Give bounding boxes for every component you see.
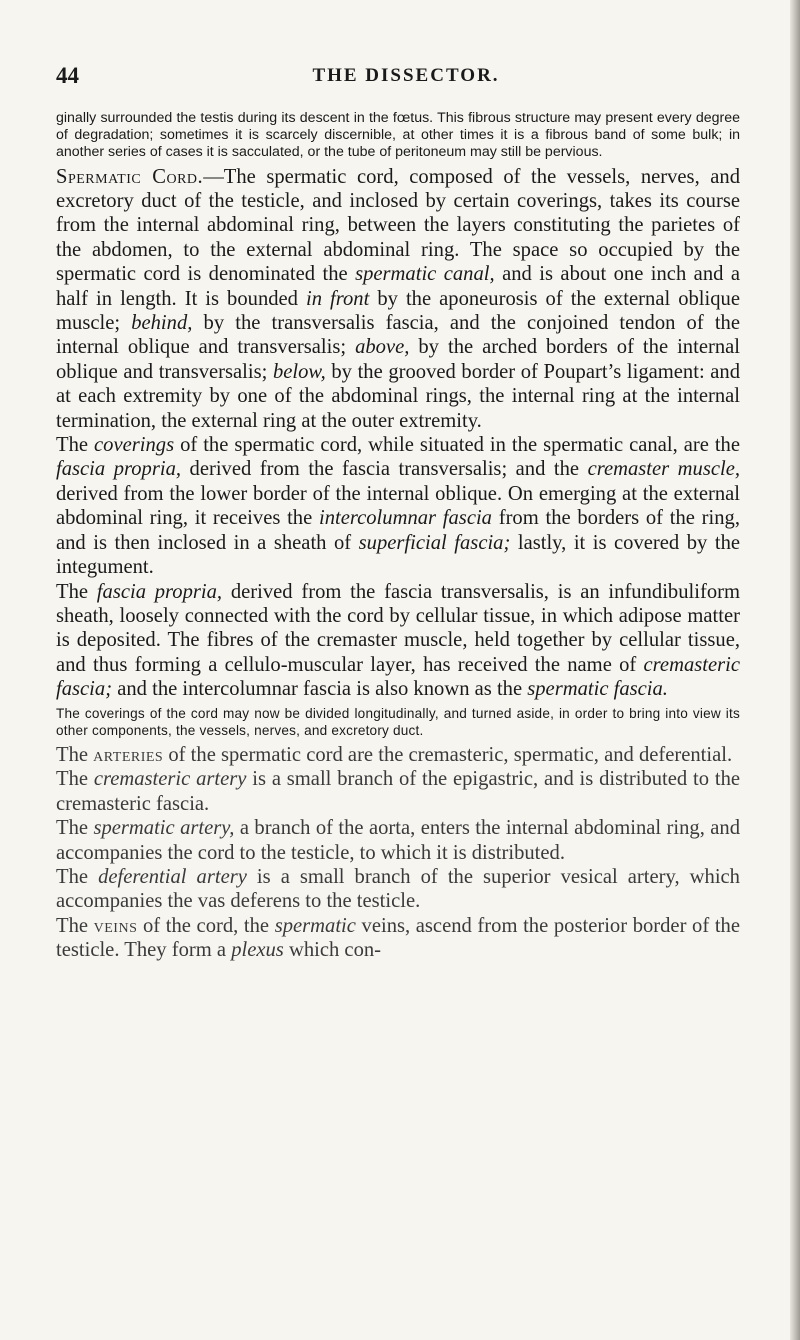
italic-term: in front — [306, 287, 370, 310]
small-caps-term: arteries — [93, 743, 164, 766]
italic-term: spermatic fascia. — [527, 678, 668, 701]
page-number: 44 — [56, 63, 79, 88]
paragraph-spermatic-cord — [56, 165, 740, 433]
text-run: The — [56, 434, 95, 457]
text-run: by the aponeurosis of the external oblique muscle; — [56, 287, 740, 335]
text-run: lastly, it is covered by the integument. — [56, 531, 741, 579]
section-heading-spermatic-cord: Spermatic Cord. — [56, 165, 204, 188]
text-run: The — [56, 914, 94, 937]
page-header — [56, 63, 756, 89]
text-run: —The spermatic cord, composed of the vessels, nerves, and excretory duct of the testicle, and inclosed by certain coverings, takes its course from the internal abdominal ring, between the layers constituting the parietes of the abdomen, to the external abdominal ring. The space so occupied by the spermatic cord is denominated the — [56, 165, 741, 286]
italic-term: behind, — [131, 312, 193, 335]
text-run: The — [56, 743, 94, 766]
paragraph-coverings — [56, 433, 740, 579]
text-run: of the spermatic cord are the cremasteric, spermatic, and deferential. — [163, 743, 733, 766]
italic-term: fascia propria, — [56, 458, 182, 481]
text-run: derived from the fascia transversalis; and the — [181, 458, 588, 481]
italic-term: deferential artery — [98, 865, 247, 888]
text-run: is a small branch of the epigastric, and is distributed to the cremasteric fascia. — [56, 768, 741, 815]
italic-term: superficial fascia; — [358, 531, 511, 554]
text-run: by the arched borders of the internal oblique and transversalis; — [56, 336, 740, 383]
paragraph-dissection-note: The coverings of the cord may now be divided longitudinally, and turned aside, in order to bring into view its other components, the vessels, nerves, and excretory duct. — [56, 705, 740, 738]
italic-term: spermatic artery, — [93, 817, 235, 840]
paragraph-fascia-propria — [56, 580, 740, 702]
text-run: derived from the lower border of the internal oblique. On emerging at the external abdominal ring, it receives the — [56, 482, 740, 530]
paragraph-arteries — [56, 743, 740, 767]
italic-term: cremasteric fascia; — [56, 653, 740, 701]
text-run: The — [56, 768, 94, 791]
italic-term: cremaster muscle, — [587, 458, 741, 481]
text-run: The — [56, 580, 97, 603]
italic-term: above, — [355, 336, 410, 359]
text-run: by the grooved border of Poupart’s ligament: and at each extremity by one of the abdominal rings, the internal ring at the internal termination, the external ring at the outer extremity. — [56, 360, 740, 432]
text-run: The — [56, 817, 94, 840]
text-run: from the borders of the ring, and is then inclosed in a sheath of — [56, 507, 740, 554]
paragraph-veins — [56, 914, 740, 963]
paragraph-cremasteric-artery — [56, 767, 740, 816]
text-run: of the cord, the — [137, 914, 275, 937]
text-run: is a small branch of the superior vesical artery, which accompanies the vas deferens to the testicle. — [56, 865, 740, 913]
page-binding-edge — [790, 0, 800, 1340]
body-text — [56, 110, 740, 963]
paragraph-spermatic-artery — [56, 816, 740, 865]
italic-term: fascia propria, — [96, 580, 223, 603]
text-run: a branch of the aorta, enters the internal abdominal ring, and accompanies the cord to the testicle, to which it is distributed. — [56, 817, 740, 864]
text-run: derived from the fascia transversalis, is an infundibuliform sheath, loosely connected with the cord by cellular tissue, in which adipose matter is deposited. The fibres of the cremaster muscle, held together by cellular tissue, and thus forming a cellulo-muscular layer, has received the name of — [56, 580, 740, 676]
paragraph-continuation: ginally surrounded the testis during its descent in the fœtus. This fibrous structure may present every degree of degradation; sometimes it is scarcely discernible, at other times it is a fibrous band of some bulk; in another series of cases it is sacculated, or the tube of peritoneum may still be pervious. — [56, 110, 740, 161]
text-run: The — [56, 865, 99, 888]
italic-term: coverings — [94, 434, 175, 457]
italic-term: intercolumnar fascia — [318, 507, 492, 530]
text-run: of the spermatic cord, while situated in the spermatic canal, are the — [174, 434, 740, 457]
italic-term: below, — [272, 360, 326, 383]
text-run: which con- — [283, 939, 382, 962]
text-run: by the transversalis fascia, and the conjoined tendon of the internal oblique and transversalis; — [56, 312, 740, 359]
text-run: veins, ascend from the posterior border of the testicle. They form a — [56, 914, 740, 962]
italic-term: cremasteric artery — [93, 768, 247, 791]
italic-term: spermatic — [274, 914, 356, 937]
italic-term: plexus — [231, 939, 284, 962]
running-head: THE DISSECTOR. — [312, 65, 500, 86]
text-run: and the intercolumnar fascia is also known as the — [112, 678, 528, 701]
italic-term: spermatic canal, — [355, 263, 495, 286]
text-run: and is about one inch and a half in length. It is bounded — [56, 263, 740, 310]
small-caps-term: veins — [93, 914, 138, 937]
paragraph-deferential-artery — [56, 865, 740, 914]
